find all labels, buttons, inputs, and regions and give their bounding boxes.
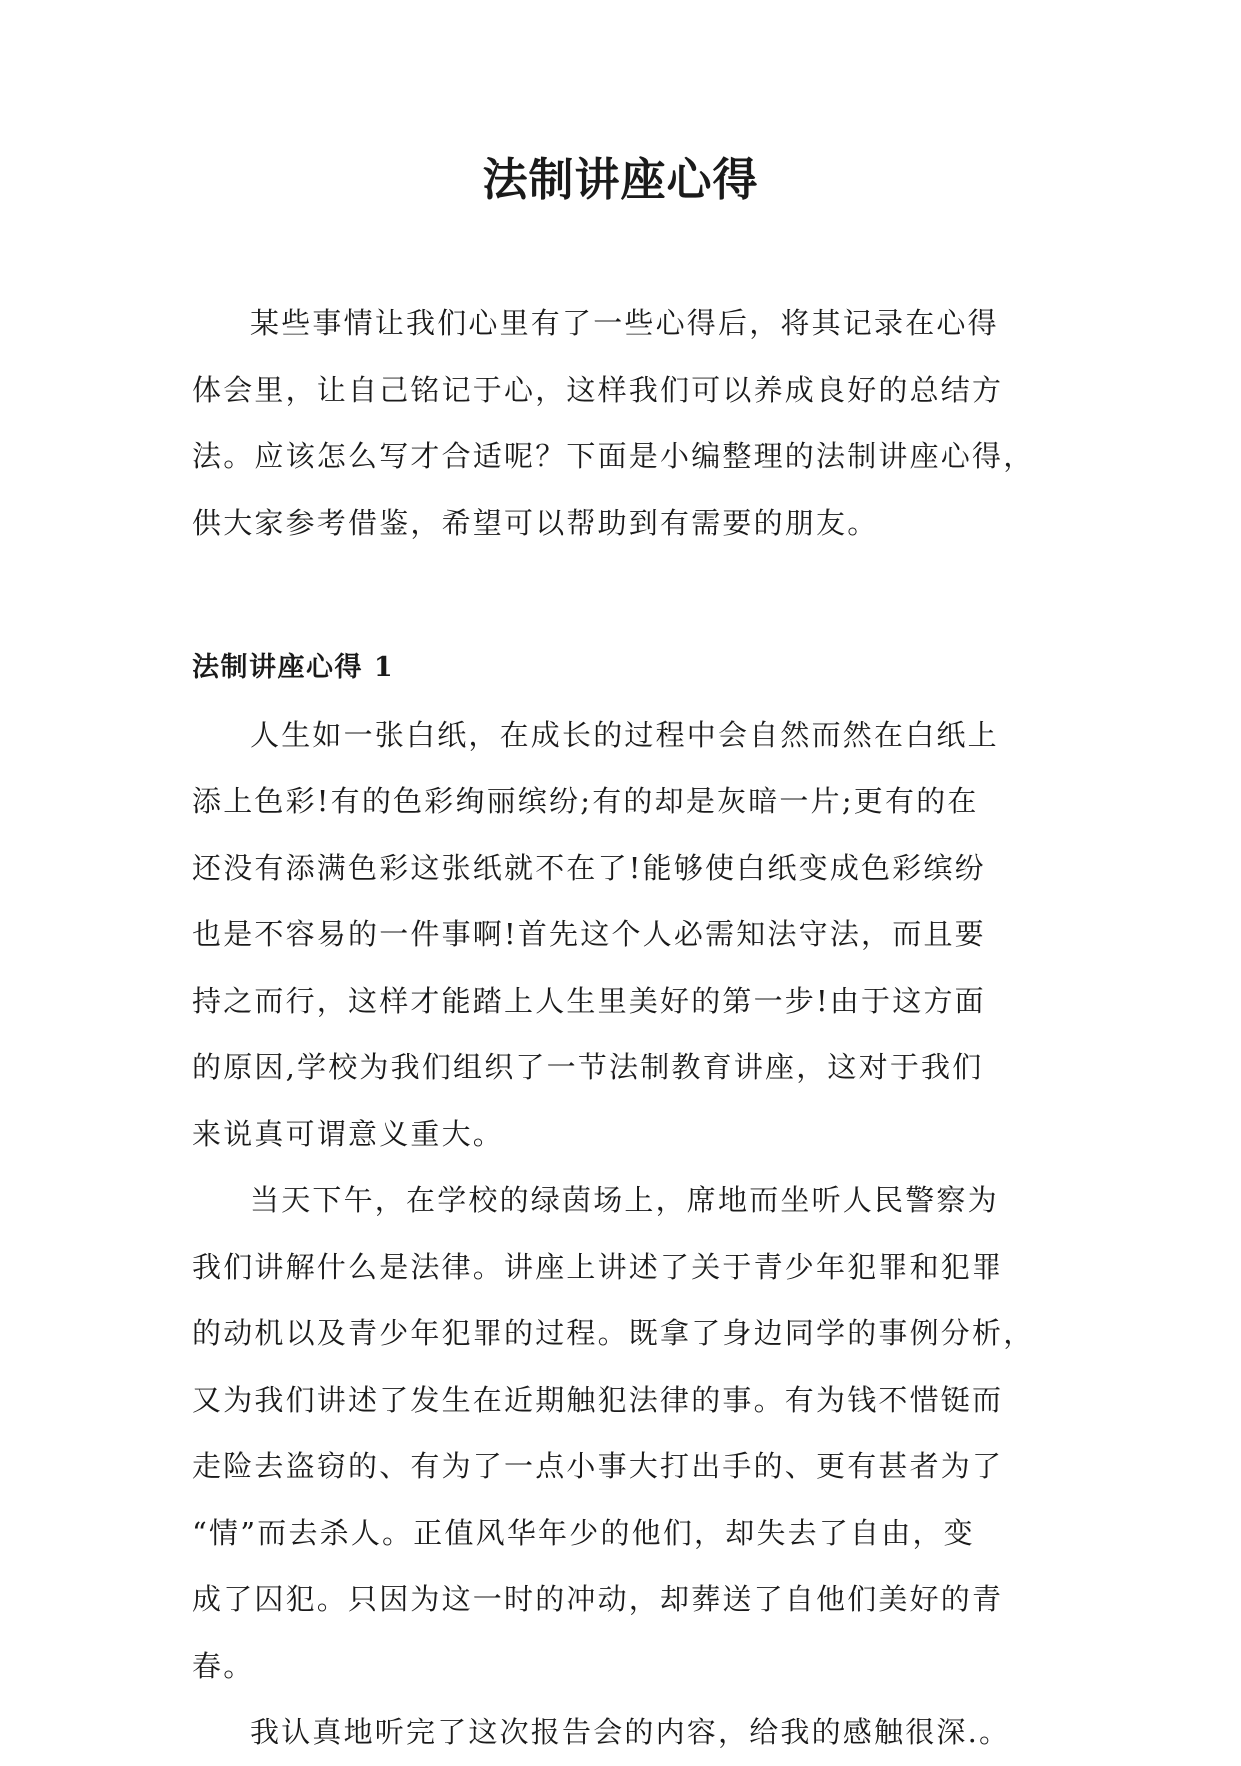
text-line: 法。应该怎么写才合适呢？下面是小编整理的法制讲座心得， [192, 439, 1035, 473]
document-title: 法制讲座心得 [482, 153, 759, 206]
text-line: 也是不容易的一件事啊!首先这个人必需知法守法，而且要 [192, 917, 986, 951]
text-line: 某些事情让我们心里有了一些心得后，将其记录在心得 [250, 306, 999, 340]
text-line: 我们讲解什么是法律。讲座上讲述了关于青少年犯罪和犯罪 [192, 1249, 1004, 1284]
section-heading: 法制讲座心得 1 [192, 652, 395, 683]
text-line: 的动机以及青少年犯罪的过程。既拿了身边同学的事例分析， [192, 1316, 1035, 1350]
text-line: 成了囚犯。只因为这一时的冲动，却葬送了自他们美好的青 [192, 1582, 1004, 1616]
text-line: 来说真可谓意义重大。 [192, 1116, 505, 1151]
text-line: 当天下午，在学校的绿茵场上，席地而坐听人民警察为 [250, 1183, 999, 1217]
text-line: 持之而行，这样才能踏上人生里美好的第一步!由于这方面 [192, 983, 986, 1018]
intro-paragraph [192, 290, 1060, 556]
text-line: 人生如一张白纸，在成长的过程中会自然而然在白纸上 [250, 717, 999, 752]
text-line: 供大家参考借鉴，希望可以帮助到有需要的朋友。 [192, 505, 879, 540]
text-line: 体会里，让自己铭记于心，这样我们可以养成良好的总结方 [192, 372, 1004, 407]
text-line: 春。 [192, 1648, 255, 1683]
text-line: 我认真地听完了这次报告会的内容，给我的感触很深.。 [250, 1715, 1011, 1749]
text-line: 的原因,学校为我们组织了一节法制教育讲座，这对于我们 [192, 1050, 984, 1084]
text-line: 走险去盗窃的、有为了一点小事大打出手的、更有甚者为了 [192, 1449, 1004, 1483]
body-paragraph [192, 702, 1060, 1168]
body-paragraph [192, 1167, 1060, 1699]
body-paragraph [192, 1699, 1060, 1766]
text-line: 又为我们讲述了发生在近期触犯法律的事。有为钱不惜铤而 [192, 1382, 1004, 1417]
text-line: 还没有添满色彩这张纸就不在了!能够使白纸变成色彩缤纷 [192, 850, 986, 885]
document-body [192, 290, 1060, 1766]
text-line: “情”而去杀人。正值风华年少的他们，却失去了自由，变 [192, 1515, 975, 1550]
text-line: 添上色彩!有的色彩绚丽缤纷;有的却是灰暗一片;更有的在 [192, 784, 979, 818]
